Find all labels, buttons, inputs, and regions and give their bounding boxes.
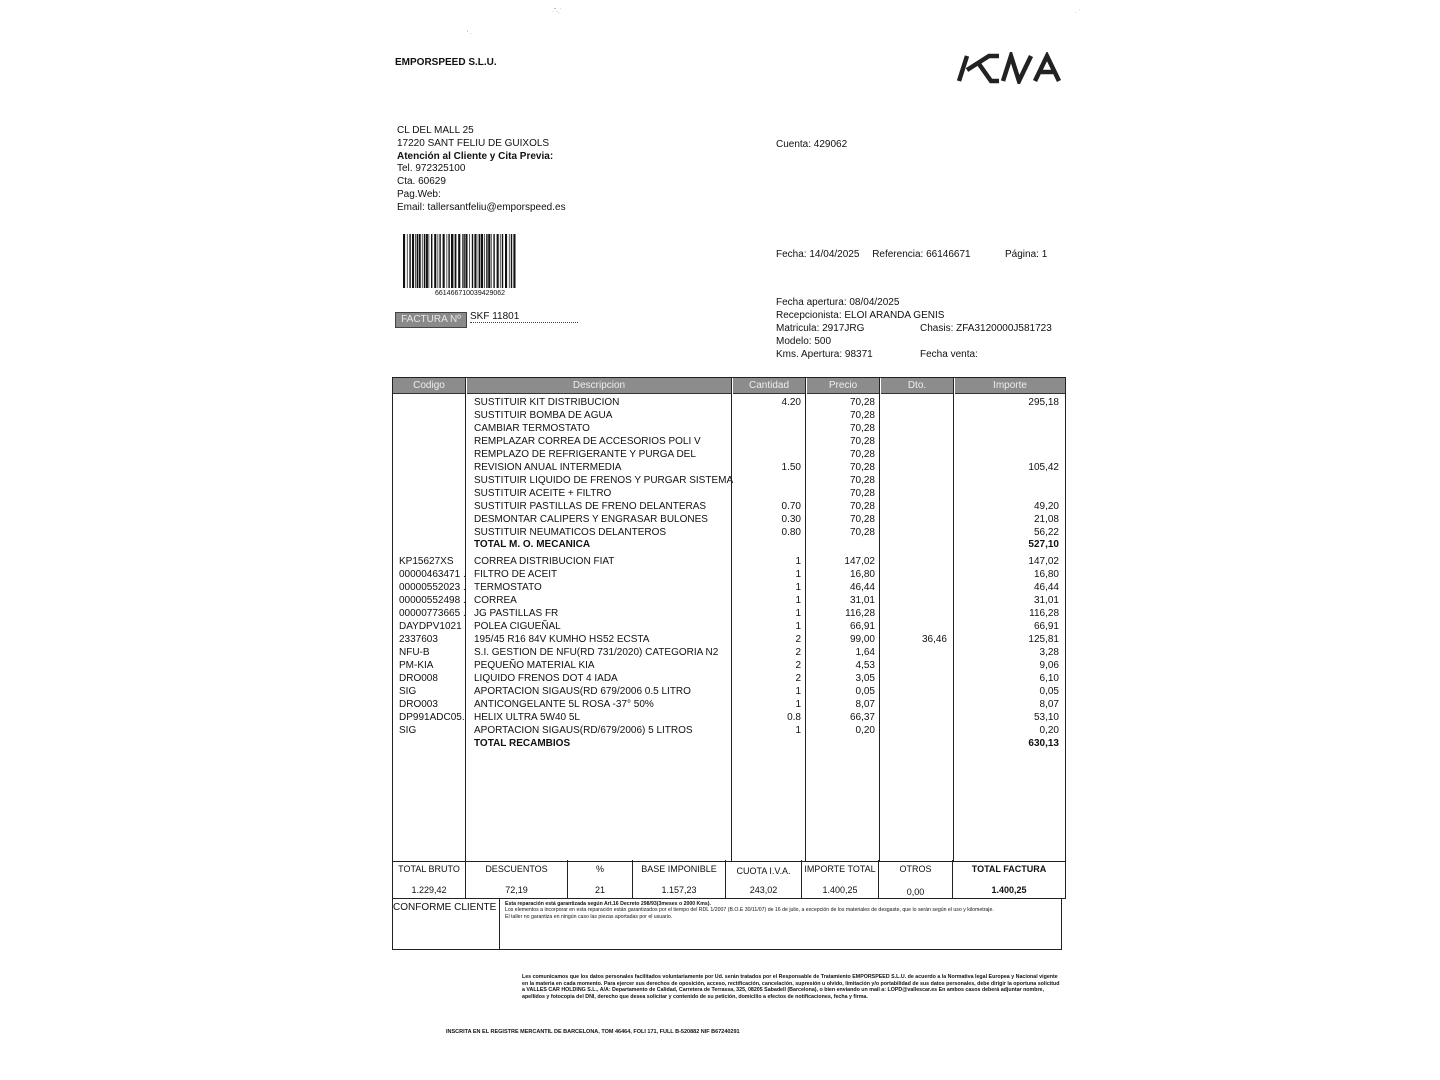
- model: Modelo: 500: [776, 336, 832, 347]
- row-description: PEQUEÑO MATERIAL KIA: [474, 660, 595, 671]
- sale-date: Fecha venta:: [920, 349, 978, 360]
- barcode-bar: [493, 234, 494, 288]
- row-price: 66,91: [849, 621, 875, 633]
- barcode-bar: [407, 234, 408, 288]
- row-price: 70,28: [849, 461, 875, 473]
- otros-value: 0,00: [906, 887, 925, 897]
- barcode-bar: [447, 234, 448, 288]
- row-price: 4,53: [855, 660, 875, 671]
- barcode-bar: [478, 234, 479, 288]
- row-code: 00000552023 .: [399, 582, 466, 594]
- header-codigo: Codigo: [393, 378, 465, 394]
- account-cta: Cta. 60629: [397, 176, 446, 188]
- barcode-bar: [481, 234, 483, 288]
- scan-mark: · ˙: [1075, 10, 1081, 16]
- total-bruto-label: TOTAL BRUTO: [398, 864, 460, 874]
- row-description: CORREA DISTRIBUCION FIAT: [474, 556, 615, 568]
- row-code: DRO003: [399, 698, 438, 710]
- cuota-value: 243,02: [749, 885, 778, 895]
- barcode-bar: [429, 234, 430, 288]
- address-street: CL DEL MALL 25: [397, 125, 474, 136]
- row-quantity: 1: [795, 724, 801, 736]
- receptionist: Recepcionista: ELOI ARANDA GENIS: [776, 310, 945, 321]
- barcode-bar: [465, 234, 467, 288]
- total-bruto-value: 1.229,42: [411, 885, 447, 895]
- row-amount: 46,44: [1033, 582, 1059, 594]
- barcode-bar: [500, 234, 501, 288]
- row-quantity: 2: [795, 672, 801, 684]
- row-price: 70,28: [849, 474, 875, 486]
- row-quantity: 0.8: [787, 711, 801, 723]
- invoice-number: SKF 11801: [470, 311, 578, 323]
- date-reference-row: [776, 249, 981, 260]
- barcode-bar: [497, 234, 499, 288]
- mileage: Kms. Apertura: 98371: [776, 349, 873, 360]
- warranty-line-2: Los elementos a incorporar en esta reparación están garantizados por el tiempo del RDL 1/2007 (B.O.E 30/11/07) de 16 de julio, a excepción de los materiales de desgaste, que lo serán según el uso y kilometraje.: [505, 907, 994, 914]
- row-price: 31,01: [849, 595, 875, 607]
- base-label: BASE IMPONIBLE: [641, 864, 717, 874]
- cuota-label: CUOTA I.V.A.: [736, 866, 791, 876]
- email: Email: tallersantfeliu@emporspeed.es: [397, 201, 566, 213]
- row-quantity: 4.20: [781, 397, 801, 408]
- row-quantity: 1: [795, 621, 801, 633]
- row-price: 70,28: [849, 448, 875, 460]
- warranty-line-3: El taller no garantiza en ningún caso las piezas aportadas por el usuario.: [505, 913, 673, 920]
- importe-total-label: IMPORTE TOTAL: [804, 864, 876, 874]
- row-amount: 21,08: [1033, 513, 1059, 525]
- barcode: [403, 234, 517, 288]
- column-divider: [731, 378, 732, 861]
- row-amount: 8,07: [1039, 698, 1059, 710]
- scan-mark: ' ·: [467, 31, 472, 37]
- pct-cell: [568, 860, 633, 898]
- row-amount: 0,20: [1039, 724, 1059, 736]
- barcode-bar: [451, 234, 453, 288]
- row-description: CAMBIAR TERMOSTATO: [474, 422, 590, 434]
- row-amount: 147,02: [1028, 556, 1059, 568]
- row-amount: 125,81: [1028, 634, 1059, 646]
- barcode-bar: [431, 234, 432, 288]
- header-importe: Importe: [955, 378, 1065, 394]
- row-description: DESMONTAR CALIPERS Y ENGRASAR BULONES: [474, 513, 708, 525]
- barcode-bar: [417, 234, 418, 288]
- row-amount: 105,42: [1028, 461, 1059, 473]
- row-code: PM-KIA: [399, 660, 434, 671]
- row-description: LIQUIDO FRENOS DOT 4 IADA: [474, 672, 618, 684]
- row-price: 0,05: [855, 685, 875, 697]
- row-amount: 527,10: [1028, 539, 1059, 551]
- row-description: TOTAL M. O. MECANICA: [474, 539, 591, 551]
- row-description: TOTAL RECAMBIOS: [474, 737, 571, 749]
- row-amount: 116,28: [1029, 608, 1059, 620]
- row-amount: 295,18: [1028, 397, 1059, 408]
- barcode-bar: [424, 234, 425, 288]
- barcode-bar: [443, 234, 445, 288]
- row-amount: 630,13: [1028, 737, 1059, 749]
- address-city: 17220 SANT FELIU DE GUIXOLS: [397, 137, 550, 149]
- privacy-notice: Les comunicamos que los datos personales facilitados voluntariamente por Ud. serán tratados por el Responsable de Tratamiento EMPORSPEED S.L.U. de acuerdo a la Normativa legal Europea y Nacional vigente en la materia en cada momento. Para ejercer sus derechos de oposición, acceso, rectificación, cancelación, supresión u olvido, limitación y/o portabilidad de sus datos personales, debe dirigir la oportuna solicitud a VALLES CAR HOLDING S.L., A/A: Departamento de Calidad, Carretera de Terrassa, 325, 08205 Sabadell (Barcelona), o bien enviando un mail a: LOPD@vallescar.es En ambos casos deberá adjuntar nombre, apellidos y fotocopia del DNI, derecho que desea solicitar y contenido de su petición, domicilio a efectos de notificaciones, fecha y firma.: [522, 974, 1060, 1000]
- row-price: 70,28: [849, 422, 875, 434]
- row-description: SUSTITUIR ACEITE + FILTRO: [474, 487, 612, 499]
- cuenta: Cuenta: 429062: [776, 139, 848, 150]
- column-divider: [805, 378, 806, 861]
- row-quantity: 1: [795, 556, 801, 568]
- row-quantity: 2: [795, 634, 801, 646]
- opening-date: Fecha apertura: 08/04/2025: [776, 297, 900, 308]
- cuota-cell: [726, 860, 802, 898]
- barcode-bar: [415, 234, 416, 288]
- otros-cell: [879, 860, 953, 898]
- barcode-bar: [422, 234, 423, 288]
- row-description: REMPLAZAR CORREA DE ACCESORIOS POLI V: [474, 435, 701, 447]
- row-description: APORTACION SIGAUS(RD 679/2006 0.5 LITRO: [474, 685, 691, 697]
- row-quantity: 1: [795, 608, 801, 620]
- column-divider: [953, 378, 954, 861]
- row-description: S.I. GESTION DE NFU(RD 731/2020) CATEGORIA N2: [474, 647, 719, 659]
- row-price: 46,44: [849, 582, 875, 594]
- scan-mark: ·˜·.˙: [552, 9, 562, 15]
- importe-total-value: 1.400,25: [822, 885, 858, 895]
- row-code: 00000463471 .: [399, 569, 466, 581]
- row-description: ANTICONGELANTE 5L ROSA -37° 50%: [474, 698, 654, 710]
- row-price: 16,80: [849, 569, 875, 581]
- row-quantity: 1: [795, 569, 801, 581]
- row-code: SIG: [399, 724, 417, 736]
- row-description: SUSTITUIR KIT DISTRIBUCION: [474, 397, 620, 408]
- row-amount: 31,01: [1033, 595, 1059, 607]
- row-code: SIG: [399, 685, 417, 697]
- barcode-bar: [458, 234, 460, 288]
- barcode-bar: [438, 234, 439, 288]
- row-price: 70,28: [849, 513, 875, 525]
- attention-label: Atención al Cliente y Cita Previa:: [397, 150, 554, 162]
- row-code: NFU-B: [399, 647, 430, 659]
- barcode-bar: [403, 234, 405, 288]
- barcode-bar: [419, 234, 421, 288]
- row-amount: 6,10: [1039, 672, 1059, 684]
- base-value: 1.157,23: [661, 885, 697, 895]
- warranty-line-1: Esta reparación está garantizada según Art.16 Decreto 298/93(3meses o 2000 Kms).: [505, 901, 711, 907]
- row-description: APORTACION SIGAUS(RD/679/2006) 5 LITROS: [474, 724, 693, 736]
- total-factura-value: 1.400,25: [991, 885, 1027, 895]
- invoice-label: FACTURA Nº: [395, 312, 467, 328]
- pct-value: 21: [594, 885, 605, 895]
- row-description: FILTRO DE ACEIT: [474, 569, 558, 581]
- pct-label: %: [595, 864, 604, 874]
- row-price: 1,64: [855, 647, 875, 659]
- total-factura-cell: [953, 860, 1065, 898]
- row-description: REVISION ANUAL INTERMEDIA: [474, 461, 622, 473]
- row-amount: 9,06: [1039, 660, 1059, 671]
- row-description: SUSTITUIR LIQUIDO DE FRENOS Y PURGAR SISTEMA: [474, 474, 734, 486]
- barcode-bar: [484, 234, 485, 288]
- totals-row: [392, 860, 1066, 899]
- barcode-bar: [426, 234, 428, 288]
- row-amount: 49,20: [1033, 500, 1059, 512]
- barcode-bar: [412, 234, 414, 288]
- barcode-bar: [479, 234, 480, 288]
- total-bruto-cell: [393, 860, 466, 898]
- website: Pag.Web:: [397, 188, 441, 200]
- header-descripcion: Descripcion: [467, 378, 731, 394]
- row-description: SUSTITUIR NEUMATICOS DELANTEROS: [474, 526, 667, 538]
- barcode-bar: [472, 234, 473, 288]
- barcode-bar: [454, 234, 455, 288]
- row-code: KP15627XS: [399, 556, 454, 568]
- row-code: 00000773665 .: [399, 608, 466, 620]
- conforme-label: CONFORME CLIENTE: [393, 902, 497, 913]
- row-price: 66,37: [849, 711, 875, 723]
- row-code: DP991ADC05.: [399, 711, 465, 723]
- barcode-bar: [502, 234, 503, 288]
- row-amount: 0,05: [1039, 685, 1059, 697]
- barcode-bar: [509, 234, 510, 288]
- header-precio: Precio: [807, 378, 879, 394]
- barcode-bar: [469, 234, 470, 288]
- row-price: 147,02: [844, 556, 875, 568]
- barcode-bar: [488, 234, 490, 288]
- row-code: DRO008: [399, 672, 438, 684]
- invoice-lines-table: [392, 377, 1066, 862]
- barcode-number: 661466710039429062: [435, 290, 506, 297]
- row-description: 195/45 R16 84V KUMHO HS52 ECSTA: [474, 634, 650, 646]
- row-quantity: 2: [795, 647, 801, 659]
- barcode-bar: [513, 234, 515, 288]
- page-number: Página: 1: [1005, 249, 1048, 260]
- address-block: [397, 125, 566, 215]
- otros-label: OTROS: [899, 864, 932, 874]
- row-amount: 3,28: [1039, 647, 1059, 659]
- conforme-divider: [499, 899, 500, 949]
- row-code: DAYDPV1021: [399, 621, 462, 633]
- vehicle-info: [776, 296, 1052, 361]
- warranty-text: [505, 901, 1055, 920]
- barcode-bar: [455, 234, 456, 288]
- row-quantity: 1: [795, 685, 801, 697]
- row-price: 70,28: [849, 526, 875, 538]
- barcode-bar: [474, 234, 476, 288]
- row-description: SUSTITUIR BOMBA DE AGUA: [474, 409, 613, 421]
- reference: Referencia: 66146671: [872, 249, 971, 260]
- descuentos-label: DESCUENTOS: [485, 864, 548, 874]
- mercantile-registry: INSCRITA EN EL REGISTRE MERCANTIL DE BARCELONA, TOM 46464, FOLI 171, FULL B-520882 NIF B67240291: [446, 1029, 740, 1035]
- header-cantidad: Cantidad: [733, 378, 805, 394]
- row-price: 8,07: [855, 698, 875, 710]
- row-discount: 36,46: [921, 634, 947, 646]
- row-quantity: 1.50: [781, 461, 801, 473]
- row-description: POLEA CIGUEÑAL: [474, 621, 561, 633]
- base-cell: [633, 860, 726, 898]
- company-name: EMPORSPEED S.L.U.: [395, 57, 497, 68]
- row-description: TERMOSTATO: [474, 582, 542, 594]
- row-description: SUSTITUIR PASTILLAS DE FRENO DELANTERAS: [474, 500, 707, 512]
- row-price: 70,28: [849, 435, 875, 447]
- row-price: 70,28: [849, 487, 875, 499]
- row-amount: 56,22: [1033, 526, 1059, 538]
- row-price: 70,28: [849, 500, 875, 512]
- row-description: REMPLAZO DE REFRIGERANTE Y PURGA DEL: [474, 448, 696, 460]
- descuentos-value: 72,19: [505, 885, 528, 895]
- header-dto: Dto.: [881, 378, 953, 394]
- row-description: CORREA: [474, 595, 517, 607]
- descuentos-cell: [466, 860, 568, 898]
- importe-total-cell: [802, 860, 879, 898]
- license-plate: Matricula: 2917JRG: [776, 323, 865, 334]
- column-divider: [879, 378, 880, 861]
- row-code: 00000552498 .: [399, 595, 466, 607]
- barcode-bar: [505, 234, 507, 288]
- row-amount: 53,10: [1033, 711, 1059, 723]
- row-quantity: 1: [795, 698, 801, 710]
- customer-conformity-box: [392, 898, 1062, 950]
- total-factura-label: TOTAL FACTURA: [971, 864, 1047, 874]
- row-price: 0,20: [855, 724, 875, 736]
- barcode-bar: [486, 234, 487, 288]
- phone: Tel. 972325100: [397, 163, 466, 175]
- kia-logo: [955, 52, 1065, 84]
- row-quantity: 1: [795, 582, 801, 594]
- row-description: HELIX ULTRA 5W40 5L: [474, 711, 580, 723]
- row-price: 3,05: [855, 672, 875, 684]
- row-price: 99,00: [849, 634, 875, 646]
- barcode-bar: [491, 234, 492, 288]
- row-quantity: 0.70: [781, 500, 801, 512]
- barcode-bar: [511, 234, 512, 288]
- row-quantity: 0.30: [781, 513, 801, 525]
- row-quantity: 1: [795, 595, 801, 607]
- invoice-date: Fecha: 14/04/2025: [776, 249, 860, 260]
- row-quantity: 2: [795, 660, 801, 671]
- row-amount: 66,91: [1033, 621, 1059, 633]
- barcode-bar: [448, 234, 449, 288]
- barcode-bar: [434, 234, 436, 288]
- barcode-bar: [463, 234, 464, 288]
- row-price: 70,28: [849, 409, 875, 421]
- row-description: JG PASTILLAS FR: [474, 608, 559, 620]
- row-code: 2337603: [399, 634, 438, 646]
- barcode-bar: [439, 234, 440, 288]
- barcode-bar: [462, 234, 463, 288]
- row-price: 70,28: [849, 397, 875, 408]
- row-price: 116,28: [845, 608, 875, 620]
- row-quantity: 0.80: [781, 526, 801, 538]
- chassis: Chasis: ZFA3120000J581723: [920, 323, 1052, 334]
- barcode-bar: [409, 234, 410, 288]
- row-amount: 16,80: [1033, 569, 1059, 581]
